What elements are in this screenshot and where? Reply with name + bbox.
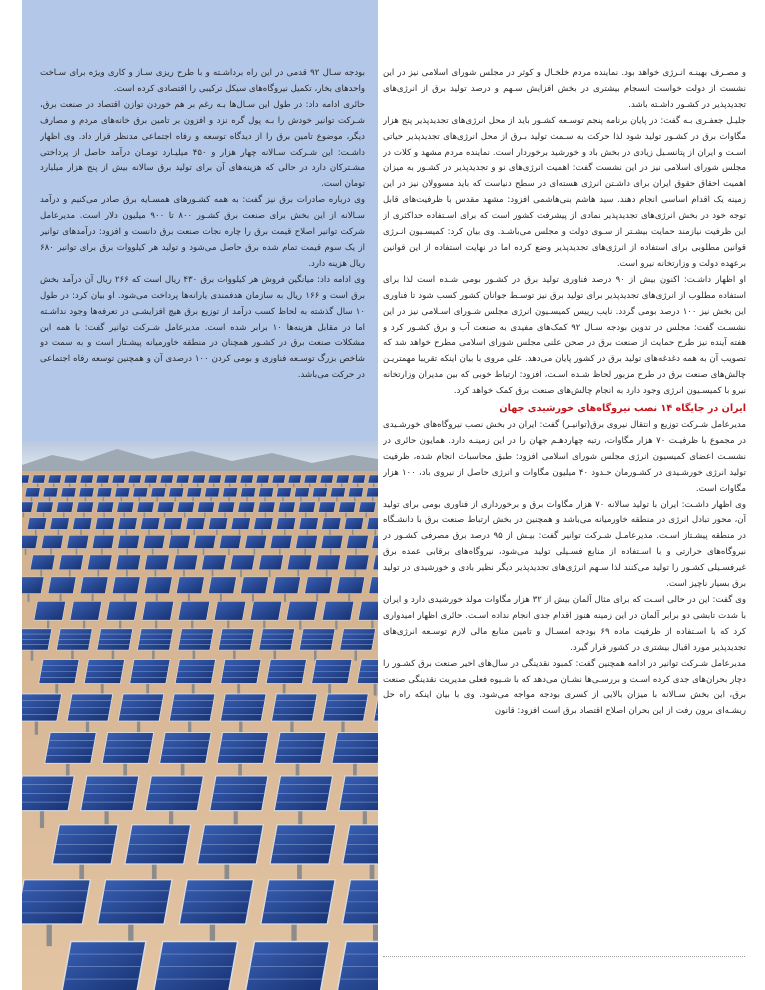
solar-panel [48,577,76,594]
solar-panel [192,475,205,483]
solar-panel [128,475,141,483]
solar-panel [112,577,140,594]
panel-pole [53,483,55,487]
solar-panel [202,555,227,570]
panel-pole [193,529,195,535]
solar-panel [106,601,138,620]
panel-pole [148,529,150,535]
panel-pole [22,483,23,487]
paragraph: حائری ادامه داد: در طول این سـال‌ها بـه رغم بر هم خوردن توازن اقتصاد در صنعت برق، شـرکت توانیر خودش را بـه پول گره نزد و افزون بر تامین برق خانه‌های مردم و مصارف دیگر، موضوع تامین برق را از دیدگاه توسعه و رفاه اجتماعی مدنظر قرار داد. وی اظهار داشـت: این شـرکت سـالانه چهار هزار و ۴۵۰ میلیـارد تومـان درآمد حاصل از پرداختی مشـترکان دارد در حالی که هزینه‌های آن برای تولید برق سالانه بیش از پنج هزار میلیارد تومان است. [40,99,365,190]
solar-panel [250,601,282,620]
panel-pole [60,594,62,602]
panel-pole [92,594,94,602]
panel-pole [27,594,29,602]
solar-panel [79,488,94,497]
panel-pole [35,529,37,535]
panel-pole [47,924,52,946]
panel-pole [329,529,331,535]
solar-panel [157,502,174,512]
paragraph: او اظهار داشـت: اکنون بیش از ۹۰ درصد فناوری تولید برق در کشـور بومی شـده است لذا برای استفاده مطلوب از انرژی‌های تجدیدپذیر برای تولید برق نیز توسـط جوانان کشور کسب شود تا فناوری این بخش نیز ۱۰۰ درصد بومی گردد. نایب رییس کمیسـیون انرژی مجلس شـورای اسـلامی نیز در این نشسـت گفت: مجلس در تدوین بودجه سـال ۹۲ کمک‌های مفیدی به صنعت آب و برق کشـور کرد و هفته آینده نیز طرح حمایت از صنعت برق در صحن علنی مجلس شورای اسلامی مطرح خواهد شد که تصویب آن به همه دغدغه‌های تولید برق در کشور پایان می‌دهد. علی مروی با بیان اینکه تقریبا مهمتریـن چالش‌های صنعت برق در طرح مزبور لحاظ شـده اسـت، افزود: ارتباط خوبی که بین مدیران وزارتخانه نیرو با کمیسـیون انرژی وجود دارد به انجام چالش‌های صنعت برق کمک خواهد کرد. [383,274,746,397]
solar-panel [22,577,44,594]
solar-panel [173,555,198,570]
panel-pole [263,620,265,629]
panel-pole [155,570,157,577]
panel-pole [330,548,332,555]
panel-pole [117,483,119,487]
panel-pole [69,570,71,577]
solar-panel [258,502,275,512]
panel-pole [305,512,307,517]
solar-panel [117,502,134,512]
panel-pole [191,620,193,629]
solar-panel [337,577,365,594]
panel-pole [123,512,125,517]
solar-panel [142,601,174,620]
panel-pole [152,548,154,555]
panel-pole [31,650,34,661]
solar-panel [367,518,378,530]
bottom-divider [383,956,745,957]
solar-panel [87,555,112,570]
panel-pole [372,497,374,502]
panel-pole [101,548,103,555]
panel-pole [254,548,256,555]
solar-panel [241,488,256,497]
solar-panel [344,518,363,530]
panel-pole [101,483,103,487]
panel-pole [119,620,121,629]
solar-panel [231,518,250,530]
panel-pole [103,497,105,502]
panel-pole [264,497,266,502]
solar-panel [36,502,53,512]
panel-pole [265,512,267,517]
panel-pole [246,497,248,502]
paragraph: وی اظهار داشـت: ایران با تولید سالانه ۷۰ هزار مگاوات برق و برخورداری از فناوری بومی برای تولید آن، محور تبادل انرژی در منطقه خاورمیانه می‌باشد و همچنین در بخش ارتباط صنعت برق با دانشـگاه در منطقه پیشـتاز اسـت. مدیرعامـل شـرکت توانیر گفت: بیـش از ۹۵ درصد برق مصرفی کشـور در نیروگاه‌های حرارتی و با اسـتفاده از منابع فسـیلی تولید می‌شود، نیروگاه‌های برقابی عمده برق غیرفسـیلی کشـور را تولید می‌کنند لذا سـهم انرژی‌های تجدیدپذیر دیگر نظیر بادی و خورشیدی در تولید برق بسیار ناچیز است. [383,499,746,590]
solar-panel [70,601,102,620]
panel-pole [354,497,356,502]
panel-pole [274,650,277,661]
panel-pole [220,594,222,602]
solar-panel [95,518,114,530]
panel-pole [261,529,263,535]
solar-panel [218,502,235,512]
solar-panel [316,555,341,570]
solar-panel [169,535,191,548]
solar-panel [80,577,108,594]
solar-panel [245,942,329,990]
solar-panel [219,535,241,548]
panel-pole [49,497,51,502]
panel-pole [124,594,126,602]
solar-panel [273,577,301,594]
solar-panel [352,475,365,483]
solar-panel [178,601,210,620]
panel-pole [375,529,377,535]
solar-panel [366,488,378,497]
solar-panel [223,488,238,497]
solar-panel [358,601,378,620]
solar-panel [194,535,216,548]
panel-pole [23,512,25,517]
panel-pole [25,548,27,555]
solar-panel [259,555,284,570]
solar-panel [186,518,205,530]
solar-panel [258,488,273,497]
solar-panel [240,475,253,483]
solar-panel [62,942,146,990]
solar-panel [97,488,112,497]
panel-pole [103,512,105,517]
solar-panel [368,475,378,483]
solar-panel [208,577,236,594]
solar-panel [22,502,33,512]
solar-panel [32,475,45,483]
paragraph: وی گفت: این در حالی اسـت که برای مثال آلمان بیش از ۳۲ هزار مگاوات مولد خورشیدی دارد و ایران با شدت تابشی دو برابر آلمان در این زمینه هنوز اقدام جدی انجام نداده اسـت. حائری اظهار امیدواری کرد که با اسـتفاده از ظرفیت ماده ۶۹ بودجه امسـال و تامین منابع مالی لازم توسـعه انرژی‌های تجدیدپذیر مورد اقبال بیشتری در کشور قرار گیرد. [383,595,746,653]
solar-panel [344,555,369,570]
panel-pole [299,620,301,629]
panel-pole [40,570,42,577]
solar-panel [270,535,292,548]
panel-pole [165,483,167,487]
panel-pole [352,529,354,535]
solar-panel [41,535,63,548]
solar-panel [163,518,182,530]
panel-pole [152,650,155,661]
paragraph: وی ادامه داد: میانگین فروش هر کیلووات برق ۴۳۰ ریال است که ۲۶۶ ریال آن درآمد بخش برق است و ۱۶۶ ریال به سازمان هدفمندی یارانه‌ها پرداخت می‌شود. او بیان کرد: در طول ۱۰ سال گذشته به لحاظ کسب درآمد از توزیع برق هیچ افزایشـی در تعرفه‌ها وجود نداشـته اما در مقابل هزینه‌ها ۱۰ برابر شده است. مدیرعامل شـرکت توانیر گفت: با همه این مشکلات صنعت برق در کشـور همچنان در منطقه خاورمیانه پیشـتاز است و به سمت دو شاخص بزرگ توسـعه فناوری و بومی کردن ۱۰۰ درصدی آن و همچنین توسعه رفاه اجتماعی در حرکت می‌باشد. [40,274,365,381]
solar-panel [346,535,368,548]
solar-panel [154,942,238,990]
solar-panel [144,475,157,483]
panel-pole [43,512,45,517]
solar-panel [256,475,269,483]
solar-panel [96,475,109,483]
panel-pole [50,548,52,555]
panel-pole [103,529,105,535]
panel-pole [336,497,338,502]
solar-panel [224,475,237,483]
solar-panel [321,535,343,548]
panel-pole [309,483,311,487]
solar-panel [143,535,165,548]
paragraph: و مصـرف بهینـه انـرژی خواهد بود. نماینده مردم خلخـال و کوثر در مجلس شورای اسلامی نیز در این نشست از دولت خواست انسجام بیشتری در بخش افزایش سـهم و درصد تولید برق از انرژی‌های تجدیدپذیر در کشـور داشـته باشد. [383,68,746,110]
solar-panel [187,488,202,497]
panel-pole [365,512,367,517]
panel-pole [285,512,287,517]
solar-panel [278,502,295,512]
solar-panel [34,601,66,620]
panel-pole [228,548,230,555]
panel-pole [80,529,82,535]
panel-pole [341,483,343,487]
solar-field-photo [22,441,378,990]
solar-panel [240,577,268,594]
panel-pole [297,570,299,577]
solar-panel [177,502,194,512]
solar-panel [67,535,89,548]
panel-pole [239,529,241,535]
solar-panel [22,535,38,548]
panel-pole [354,570,356,577]
panel-pole [156,594,158,602]
panel-pole [357,483,359,487]
solar-panel [305,577,333,594]
right-text-column [383,66,746,936]
panel-pole [177,548,179,555]
solar-panel [160,475,173,483]
solar-panel [59,555,84,570]
solar-panel [56,502,73,512]
panel-pole [35,721,38,735]
panel-pole [47,620,49,629]
panel-pole [204,512,206,517]
solar-panel [276,518,295,530]
solar-panel [288,475,301,483]
solar-panel [208,518,227,530]
panel-pole [203,548,205,555]
panel-pole [210,497,212,502]
solar-panel [245,535,267,548]
panel-pole [373,483,375,487]
panel-pole [63,512,65,517]
solar-panel [287,555,312,570]
panel-pole [279,548,281,555]
paragraph: بودجه سـال ۹۲ قدمی در این راه برداشـته و با طرح ریزی سـاز و کاری ویژه برای سـاخت واحدهای بخار، تکمیل نیروگاه‌های سیکل ترکیبی را اقتصادی کرده است. [40,68,365,94]
panel-pole [197,483,199,487]
solar-panel [208,475,221,483]
panel-pole [300,497,302,502]
panel-pole [261,483,263,487]
panel-pole [183,570,185,577]
panel-pole [345,512,347,517]
panel-pole [174,497,176,502]
panel-pole [269,570,271,577]
panel-pole [307,529,309,535]
panel-pole [83,512,85,517]
solar-panel [141,518,160,530]
solar-panel [61,488,76,497]
panel-pole [335,620,337,629]
solar-panel [312,488,327,497]
solar-panel [320,475,333,483]
solar-panel [230,555,255,570]
panel-pole [325,512,327,517]
panel-pole [374,684,377,696]
solar-panel [348,488,363,497]
solar-panel [176,475,189,483]
section-subheading: ایران در جایگاه ۱۴ نصب نیروگاه‌های خورشیدی جهان [499,403,746,415]
solar-panel [144,555,169,570]
solar-panel [322,601,354,620]
paragraph: وی درباره صادرات برق نیز گفت: به همه کشـورهای همسـایه برق صادر می‌کنیم و درآمد سـالانه از این بخش برای صنعت برق کشـور ۸۰۰ تا ۹۰۰ میلیون دلار است. مدیرعامل شرکت توانیر اصلاح قیمت برق را چاره نجات صنعت برق دانست و افزود: درآمدهای توانیر از یک سوم قیمت تمام شده برق حاصل می‌شود و تولید هر کیلووات برق برای توانیر ۶۸۰ ریال هزینه دارد. [40,195,365,269]
panel-pole [126,548,128,555]
panel-pole [83,620,85,629]
panel-pole [121,497,123,502]
panel-pole [284,529,286,535]
solar-panel [214,601,246,620]
panel-pole [245,483,247,487]
panel-pole [139,497,141,502]
panel-pole [326,570,328,577]
panel-pole [133,483,135,487]
paragraph: جلیـل جعفـری بـه گفت: در پایان برنامه پنجم توسـعه کشـور باید از محل انرژی‌های تجدیدپذیر پنج هزار مگاوات برق در کشـور تولید شود لذا حرکت به سـمت تولید بـرق از محل انرژی‌های تجدیدپذیر حیاتی اسـت و ایران از پتانسـیل زیادی در بخش باد و خورشید برخوردار است. نماینده مردم مشهد و کلات در مجلس شورای اسلامی نیز در این نشست گفت: اهمیت انرژی‌های نو و تجدیدپذیر در کشـور به میزان اهمیت احقاق حقوق ایران برای داشـتن انرژی هسته‌ای در سطح دنیاست که باید مسوولان نیز در این زمینه یک اقدام اساسی انجام دهند. سید هاشم بنی‌هاشمی افزود: مشهد مقدس با ظرفیت‌های قابل توجه خود در بخش انرژی‌های تجدیدپذیر نمادی از پیشرفت کشور است که برای اسـتفاده حداکثری از این ظرفیت نیازمند حمایت بیشـتر از سـوی دولت و مجلس می‌باشـد. وی بیان کرد: کمیسـیون انـرژی قوانین مطلوبی برای استفاده از انرژی‌های تجدیدپذیر وضع کرده اما در نهایت استفاده از این قوانین برعهده دولت و وزارتخانه نیرو است. [383,115,746,269]
solar-panel [116,555,141,570]
panel-pole [355,548,357,555]
panel-pole [184,512,186,517]
panel-pole [40,811,44,828]
panel-pole [244,512,246,517]
paragraph: مدیرعامل شـرکت توانیر در ادامه همچنین گفت: کمبود نقدینگی در سال‌های اخیر صنعت برق کشـور را دچار بحران‌های جدی کرده اسـت و بررسـی‌ها نشـان می‌دهد که با شـیوه فعلی مدیریت نقدینگی صنعت برق، این بخش سـالانه با میزان بالایی از کسری بودجه مواجه می‌شود. وی با بیان اینکه راه حل ریشـه‌ای برون رفت از این بحران اصلاح اقتصاد برق است افزود: قانون [383,658,746,717]
solar-panel [296,535,318,548]
solar-panel [272,475,285,483]
panel-pole [216,529,218,535]
solar-panel [22,475,29,483]
panel-pole [85,497,87,502]
panel-pole [316,594,318,602]
solar-panel [118,535,140,548]
solar-panel [339,502,356,512]
panel-pole [76,548,78,555]
panel-pole [144,512,146,517]
panel-pole [149,483,151,487]
solar-panel [133,488,148,497]
solar-panel [80,475,93,483]
solar-panel [144,577,172,594]
solar-panel [197,502,214,512]
panel-pole [227,620,229,629]
solar-panel [176,577,204,594]
panel-pole [126,529,128,535]
panel-pole [240,570,242,577]
panel-pole [181,483,183,487]
panel-pole [314,650,317,661]
panel-pole [67,497,69,502]
panel-pole [318,497,320,502]
panel-pole [277,483,279,487]
solar-panel [254,518,273,530]
solar-panel [276,488,291,497]
panel-pole [155,620,157,629]
panel-pole [112,650,115,661]
panel-pole [192,497,194,502]
panel-pole [229,483,231,487]
solar-panel [299,518,318,530]
panel-pole [164,512,166,517]
panel-pole [71,650,74,661]
panel-pole [325,483,327,487]
solar-panel [336,475,349,483]
panel-pole [212,570,214,577]
panel-pole [252,594,254,602]
panel-pole [31,497,33,502]
panel-pole [37,483,39,487]
panel-pole [284,594,286,602]
solar-panel [115,488,130,497]
panel-pole [58,529,60,535]
solar-panel [27,518,46,530]
panel-pole [213,483,215,487]
solar-panel [97,502,114,512]
solar-panel [43,488,58,497]
solar-panel [64,475,77,483]
panel-pole [224,512,226,517]
panel-pole [233,650,236,661]
panel-pole [193,650,196,661]
solar-panel [322,518,341,530]
panel-pole [304,548,306,555]
solar-panel [112,475,125,483]
panel-pole [354,650,357,661]
solar-panel [359,502,376,512]
solar-panel [48,475,61,483]
solar-panel [169,488,184,497]
solar-panel [238,502,255,512]
solar-panel [304,475,317,483]
paragraph: مدیرعامل شـرکت توزیع و انتقال نیروی برق(توانیـر) گفت: ایران در بخش نصب نیروگاه‌های خورشـیدی در مجموع با ظرفیـت ۷۰ هزار مگاوات، رتبه چهاردهـم جهان را در این زمینـه دارد. همایون حائری در نشسـت اعضای کمیسیون انرژی مجلس شورای اسلامی افزود: طبق محاسبات انجام شده، ظرفیت تولید انرژی خورشـیدی در کشـورمان حـدود ۴۰ میلیون مگاوات و انرژی حاصل از نیروی باد، ۱۰۰ هزار مگاوات است. [383,420,746,494]
left-text-column [40,66,365,436]
solar-panel [30,555,55,570]
solar-panel [76,502,93,512]
solar-panel [294,488,309,497]
panel-pole [228,497,230,502]
solar-panel [298,502,315,512]
solar-panel [205,488,220,497]
solar-panel [25,488,40,497]
solar-panel [50,518,69,530]
panel-pole [85,483,87,487]
panel-pole [282,497,284,502]
panel-pole [188,594,190,602]
panel-pole [293,483,295,487]
solar-panel [137,502,154,512]
solar-panel [151,488,166,497]
solar-panel [318,502,335,512]
solar-panel [92,535,114,548]
panel-pole [171,529,173,535]
solar-panel [73,518,92,530]
panel-pole [156,497,158,502]
solar-panel [330,488,345,497]
panel-pole [348,594,350,602]
panel-pole [126,570,128,577]
solar-panel [286,601,318,620]
panel-pole [69,483,71,487]
panel-pole [97,570,99,577]
solar-panel [118,518,137,530]
panel-pole [371,620,373,629]
